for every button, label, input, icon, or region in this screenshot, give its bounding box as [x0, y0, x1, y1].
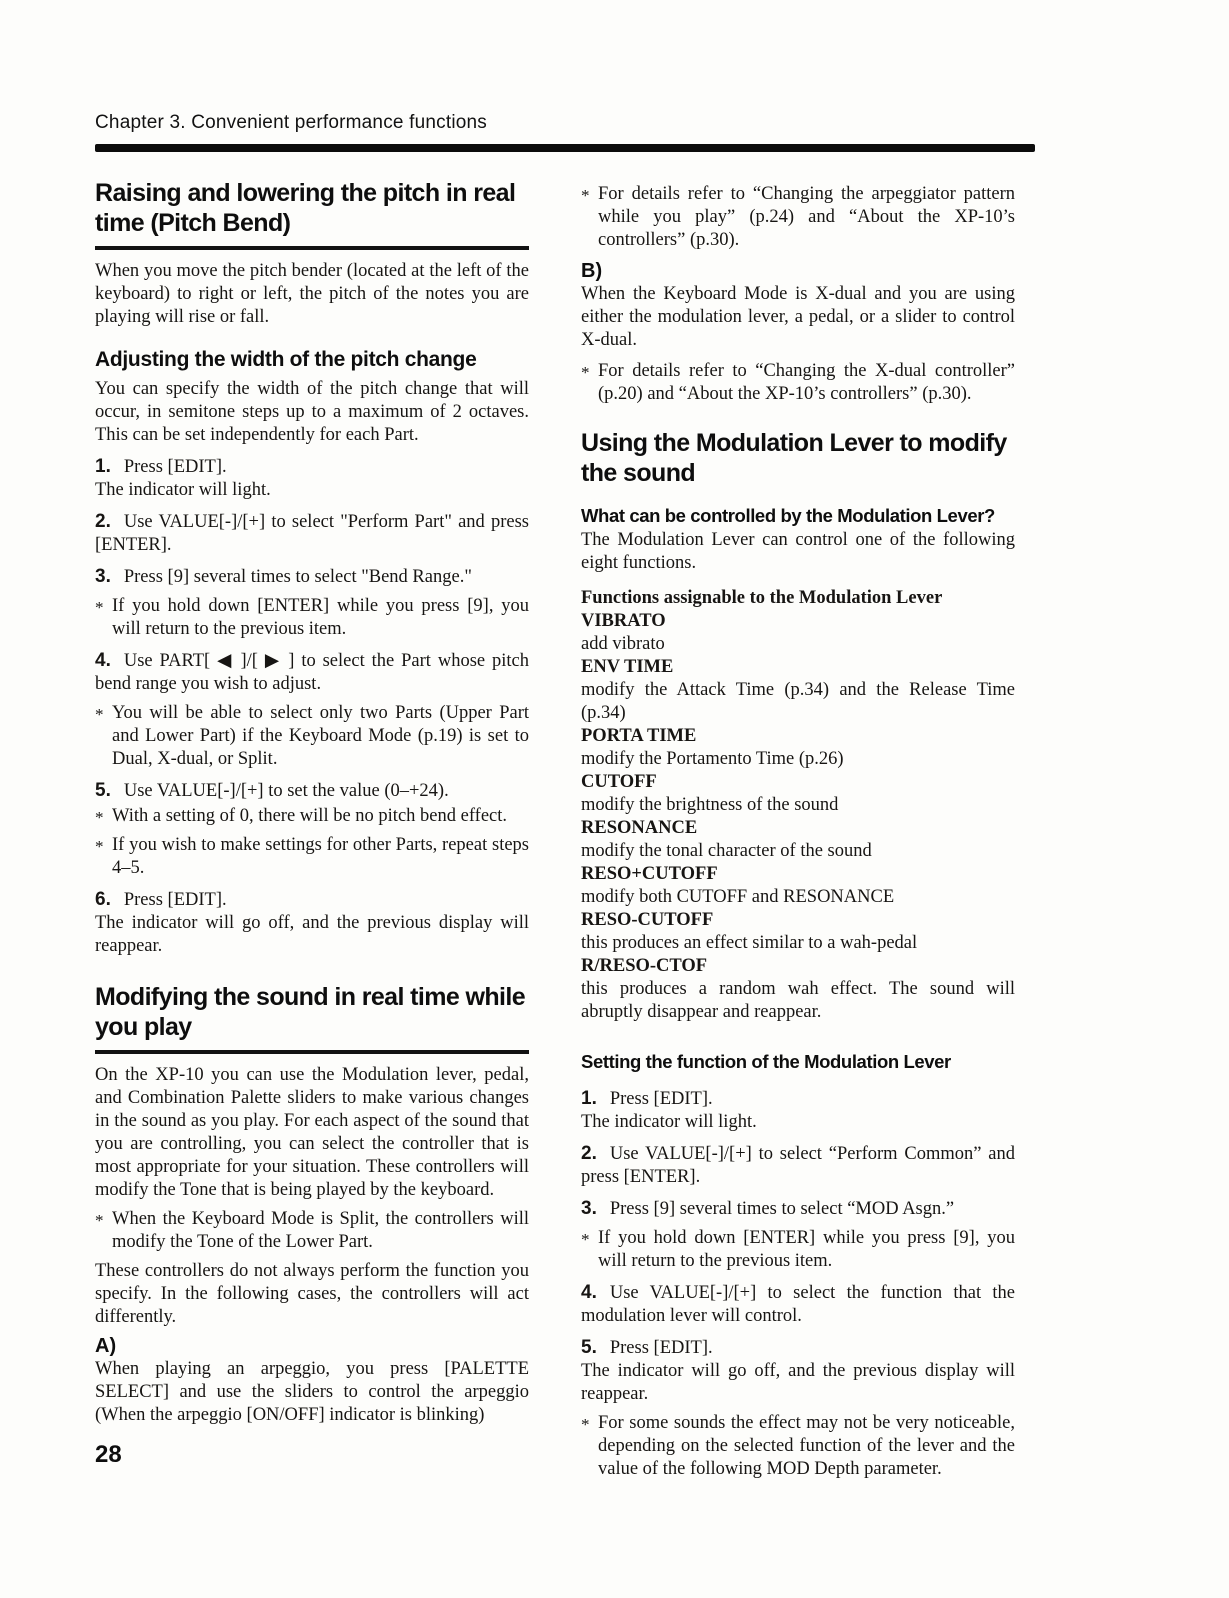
content-columns — [95, 178, 1027, 1481]
note-text: If you wish to make settings for other Parts, repeat steps 4–5. — [112, 835, 529, 878]
note-text: If you hold down [ENTER] while you press [9], you will return to the previous item. — [598, 1228, 1015, 1271]
step-item — [581, 1336, 1015, 1360]
note-item — [581, 1227, 1015, 1273]
function-list-title: Functions assignable to the Modulation Lever — [581, 588, 943, 608]
asterisk-marker: * — [581, 1415, 590, 1434]
paragraph-case-b: When the Keyboard Mode is X-dual and you are using either the modulation lever, a pedal, or a slider to control X-dual. — [581, 284, 1015, 350]
function-name: RESONANCE — [581, 818, 698, 838]
step-number: 4. — [581, 1282, 597, 1303]
case-label-a: A) — [95, 1335, 117, 1357]
function-desc: this produces an effect similar to a wah-pedal — [581, 933, 918, 953]
subsection-title-setting-function: Setting the function of the Modulation Lever — [581, 1051, 951, 1072]
note-item — [581, 1412, 1015, 1481]
step-number: 4. — [95, 650, 111, 671]
paragraph-adjusting-width-intro: You can specify the width of the pitch change that will occur, in semitone steps up to a maximum of 2 octaves. This can be set independently for each Part. — [95, 379, 529, 445]
step-number: 2. — [581, 1143, 597, 1164]
note-item — [95, 702, 529, 771]
step-result: The indicator will light. — [581, 1112, 757, 1132]
asterisk-marker: * — [95, 808, 104, 827]
note-text: For details refer to “Changing the X-dual controller” (p.20) and “About the XP-10’s controllers” (p.30). — [598, 361, 1015, 404]
step-number: 5. — [581, 1337, 597, 1358]
page-number: 28 — [95, 1441, 122, 1468]
note-item — [95, 805, 529, 828]
asterisk-marker: * — [95, 1211, 104, 1230]
step-item — [581, 1142, 1015, 1189]
paragraph-controllers-differently: These controllers do not always perform the function you specify. In the following cases, the controllers will act differently. — [95, 1261, 529, 1327]
step-item — [581, 1281, 1015, 1328]
step-text: Press [EDIT]. — [123, 457, 227, 477]
section-title-modifying-sound: Modifying the sound in real time while you play — [95, 982, 529, 1054]
function-name: RESO+CUTOFF — [581, 864, 718, 884]
note-text: You will be able to select only two Parts (Upper Part and Lower Part) if the Keyboard Mode (p.19) is set to Dual, X-dual, or Split. — [112, 703, 529, 769]
function-desc: modify the Portamento Time (p.26) — [581, 749, 844, 769]
asterisk-marker: * — [95, 705, 104, 724]
function-name: RESO-CUTOFF — [581, 910, 714, 930]
step-text: Use PART[ ◀ ]/[ ▶ ] to select the Part whose pitch bend range you wish to adjust. — [95, 651, 529, 694]
note-item — [95, 834, 529, 880]
step-text: Use VALUE[-]/[+] to select “Perform Common” and press [ENTER]. — [581, 1144, 1015, 1187]
step-text: Use VALUE[-]/[+] to set the value (0–+24). — [123, 781, 449, 801]
function-name: ENV TIME — [581, 657, 674, 677]
step-text: Use VALUE[-]/[+] to select "Perform Part" and press [ENTER]. — [95, 512, 529, 555]
paragraph-modifying-intro: On the XP-10 you can use the Modulation lever, pedal, and Combination Palette sliders to make various changes in the sound as you play. For each aspect of the sound that you are controlling, you can select the controller that is most appropriate for your situation. These controllers will modify the Tone that is being played by the keyboard. — [95, 1065, 529, 1200]
subsection-title-what-controlled: What can be controlled by the Modulation Lever? — [581, 505, 995, 526]
step-item — [95, 455, 529, 479]
note-item — [95, 595, 529, 641]
step-number: 6. — [95, 889, 111, 910]
chapter-header: Chapter 3. Convenient performance functions — [95, 112, 487, 133]
step-number: 5. — [95, 780, 111, 801]
step-text: Press [9] several times to select "Bend Range." — [123, 567, 472, 587]
function-list — [581, 587, 1015, 1024]
step-item — [581, 1197, 1015, 1221]
asterisk-marker: * — [95, 598, 104, 617]
function-desc: add vibrato — [581, 634, 665, 654]
note-text: For some sounds the effect may not be very noticeable, depending on the selected function of the lever and the value of the following MOD Depth parameter. — [598, 1413, 1015, 1479]
step-item — [581, 1087, 1015, 1111]
note-text: For details refer to “Changing the arpeggiator pattern while you play” (p.24) and “About the XP-10’s controllers” (p.30). — [598, 184, 1015, 250]
step-number: 3. — [95, 566, 111, 587]
step-item — [95, 510, 529, 557]
function-desc: modify the brightness of the sound — [581, 795, 839, 815]
function-desc: modify the Attack Time (p.34) and the Release Time (p.34) — [581, 680, 1015, 723]
function-name: VIBRATO — [581, 611, 666, 631]
function-desc: this produces a random wah effect. The sound will abruptly disappear and reappear. — [581, 979, 1015, 1022]
step-result: The indicator will go off, and the previous display will reappear. — [581, 1361, 1015, 1404]
case-label-b: B) — [581, 260, 603, 282]
asterisk-marker: * — [95, 837, 104, 856]
note-text: When the Keyboard Mode is Split, the controllers will modify the Tone of the Lower Part. — [112, 1209, 529, 1252]
step-item — [95, 649, 529, 696]
section-title-pitch-bend: Raising and lowering the pitch in real time (Pitch Bend) — [95, 178, 529, 250]
step-item — [95, 565, 529, 589]
step-text: Press [9] several times to select “MOD Asgn.” — [609, 1199, 955, 1219]
note-text: With a setting of 0, there will be no pitch bend effect. — [112, 806, 508, 826]
section-title-modulation-lever: Using the Modulation Lever to modify the sound — [581, 429, 1007, 487]
note-item — [581, 183, 1015, 252]
step-number: 2. — [95, 511, 111, 532]
function-name: PORTA TIME — [581, 726, 697, 746]
function-name: R/RESO-CTOF — [581, 956, 708, 976]
note-item — [581, 360, 1015, 406]
step-text: Press [EDIT]. — [609, 1338, 713, 1358]
paragraph-pitch-bend-intro: When you move the pitch bender (located at the left of the keyboard) to right or left, the pitch of the notes you are playing will rise or fall. — [95, 261, 529, 327]
function-desc: modify both CUTOFF and RESONANCE — [581, 887, 895, 907]
header-rule — [95, 144, 1035, 152]
step-number: 1. — [581, 1088, 597, 1109]
step-text: Use VALUE[-]/[+] to select the function that the modulation lever will control. — [581, 1283, 1015, 1326]
step-item — [95, 779, 529, 803]
paragraph-case-a: When playing an arpeggio, you press [PALETTE SELECT] and use the sliders to control the arpeggio (When the arpeggio [ON/OFF] indicator is blinking) — [95, 1359, 529, 1425]
paragraph-lever-intro: The Modulation Lever can control one of the following eight functions. — [581, 530, 1015, 573]
note-text: If you hold down [ENTER] while you press [9], you will return to the previous item. — [112, 596, 529, 639]
right-column — [581, 178, 1015, 1481]
step-result: The indicator will light. — [95, 480, 271, 500]
left-column — [95, 178, 529, 1481]
step-text: Press [EDIT]. — [609, 1089, 713, 1109]
asterisk-marker: * — [581, 186, 590, 205]
step-number: 3. — [581, 1198, 597, 1219]
function-name: CUTOFF — [581, 772, 657, 792]
note-item — [95, 1208, 529, 1254]
asterisk-marker: * — [581, 1230, 590, 1249]
subsection-title-adjusting-width: Adjusting the width of the pitch change — [95, 348, 477, 371]
step-text: Press [EDIT]. — [123, 890, 227, 910]
asterisk-marker: * — [581, 363, 590, 382]
function-desc: modify the tonal character of the sound — [581, 841, 872, 861]
step-result: The indicator will go off, and the previous display will reappear. — [95, 913, 529, 956]
step-number: 1. — [95, 456, 111, 477]
step-item — [95, 888, 529, 912]
